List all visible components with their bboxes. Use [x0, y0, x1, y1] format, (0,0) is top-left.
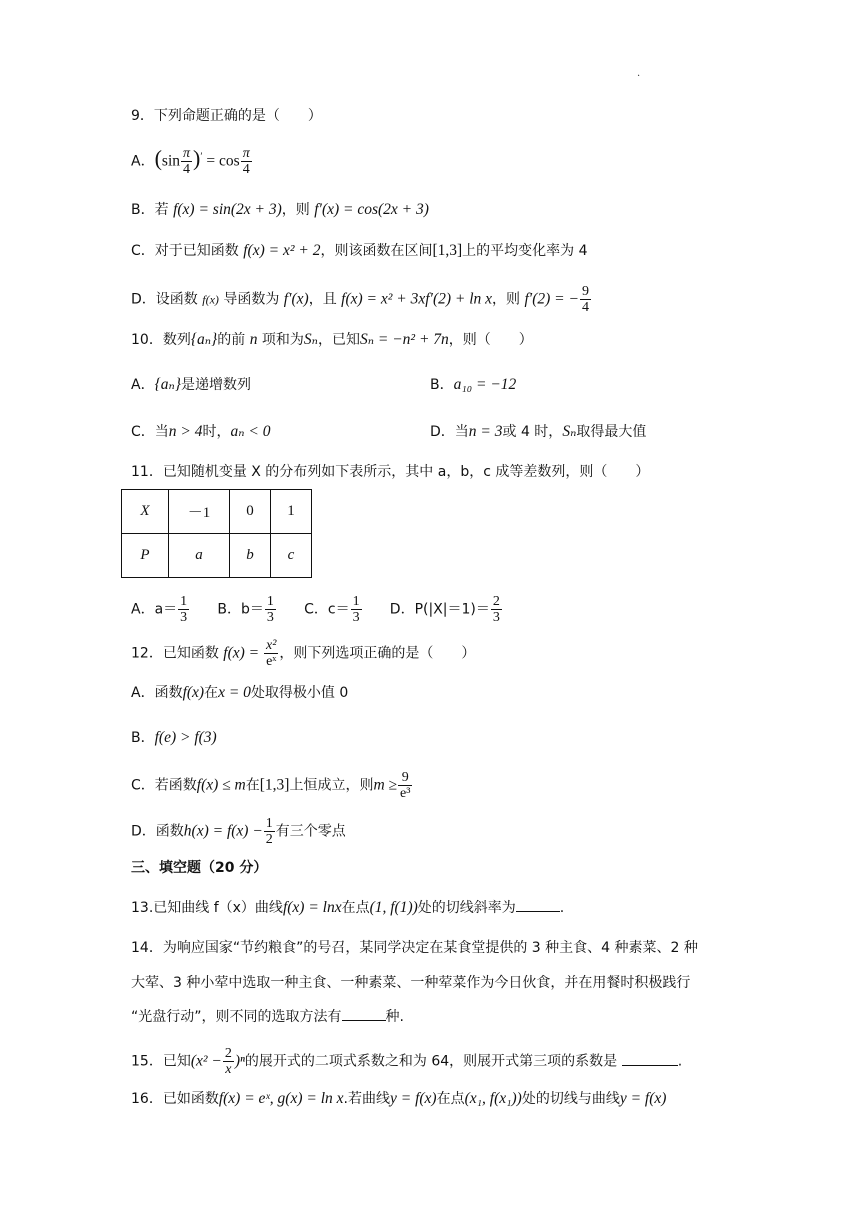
- q16: 16．已如函数f(x) = eˣ, g(x) = ln x.若曲线y = f(x)在点(x₁, f(x₁))处的切线与曲线y = f(x): [131, 1090, 667, 1107]
- page-dot: .: [637, 68, 641, 79]
- q12-option-d: D．函数h(x) = f(x) − $\frac{1}{2}$ 有三个零点: [131, 816, 346, 847]
- table-cell: b: [230, 534, 271, 578]
- distribution-table: [121, 489, 312, 578]
- table-cell: 1: [271, 490, 312, 534]
- answer-blank[interactable]: [516, 897, 560, 912]
- answer-blank[interactable]: [622, 1051, 678, 1066]
- table-cell: －1: [169, 490, 230, 534]
- answer-blank[interactable]: [342, 1006, 386, 1021]
- table-row: [122, 490, 312, 534]
- q12-option-a: A．函数f(x)在x = 0处取得极小值 0: [131, 684, 349, 701]
- q9-option-c: C．对于已知函数 f(x) = x² + 2，则该函数在区间[1,3]上的平均变化率为 4: [131, 242, 588, 259]
- q10-option-d: D．当n = 3或 4 时，Sₙ取得最大值: [430, 423, 647, 440]
- table-cell: 0: [230, 490, 271, 534]
- q11-options: A．a＝ $\frac{1}{3}$ B．b＝ $\frac{1}{3}$ C．c＝ $\frac{1}{3}$ D．P(|X|＝1)＝ $\frac{2}{3}$: [131, 594, 500, 625]
- q9-option-a: A．(sin $\frac{\pi}{4}$ )′ = cos $\frac{\pi}{4}$: [131, 145, 250, 177]
- q12-option-c: C．若函数f(x) ≤ m在[1,3]上恒成立，则m ≥ $\frac{9}{\text{e³}}$: [131, 770, 411, 801]
- q10-stem: 10．数列{aₙ}的前 n 项和为Sₙ，已知Sₙ = −n² + 7n，则（ ）: [131, 331, 533, 348]
- q9-option-b: B．若 f(x) = sin(2x + 3)，则 f′(x) = cos(2x + 3): [131, 201, 429, 218]
- table-cell: X: [122, 490, 169, 534]
- q14-line1: 14．为响应国家“节约粮食”的号召，某同学决定在某食堂提供的 3 种主食、4 种素菜、2 种: [131, 940, 698, 956]
- q12-option-b: B．f(e) > f(3): [131, 729, 217, 746]
- q10-option-c: C．当n > 4时，aₙ < 0: [131, 423, 271, 440]
- q14-line3: “光盘行动”，则不同的选取方法有 种.: [131, 1006, 404, 1027]
- q10-option-b: B．a₁₀ = −12: [430, 376, 517, 393]
- table-row: [122, 534, 312, 578]
- q15: 15．已知(x² − $\frac{2}{x}$ )ⁿ的展开式的二项式系数之和为 64，则展开式第三项的系数是 .: [131, 1046, 683, 1077]
- q12-stem: 12．已知函数 f(x) = $\frac{\text{x²}}{\text{eˣ}}$ ，则下列选项正确的是（ ）: [131, 638, 476, 669]
- table-cell: P: [122, 534, 169, 578]
- q9-stem: 9．下列命题正确的是（ ）: [131, 108, 322, 124]
- q11-stem: 11．已知随机变量 X 的分布列如下表所示，其中 a，b，c 成等差数列，则（ ）: [131, 464, 650, 480]
- q14-line2: 大荤、3 种小荤中选取一种主食、一种素菜、一种荤菜作为今日伙食，并在用餐时积极践行: [131, 975, 691, 991]
- table-cell: c: [271, 534, 312, 578]
- section-heading: 三、填空题（20 分）: [131, 860, 268, 876]
- q9-option-d: D．设函数 f(x) 导函数为 f′(x)，且 f(x) = x² + 3xf′(2) + ln x，则 f′(2) = − $\frac{9}{4}$: [131, 284, 589, 315]
- table-cell: a: [169, 534, 230, 578]
- q13: 13.已知曲线 f（x）曲线f(x) = lnx在点(1, f(1))处的切线斜率为 .: [131, 899, 565, 916]
- q10-option-a: A．{aₙ}是递增数列: [131, 376, 252, 393]
